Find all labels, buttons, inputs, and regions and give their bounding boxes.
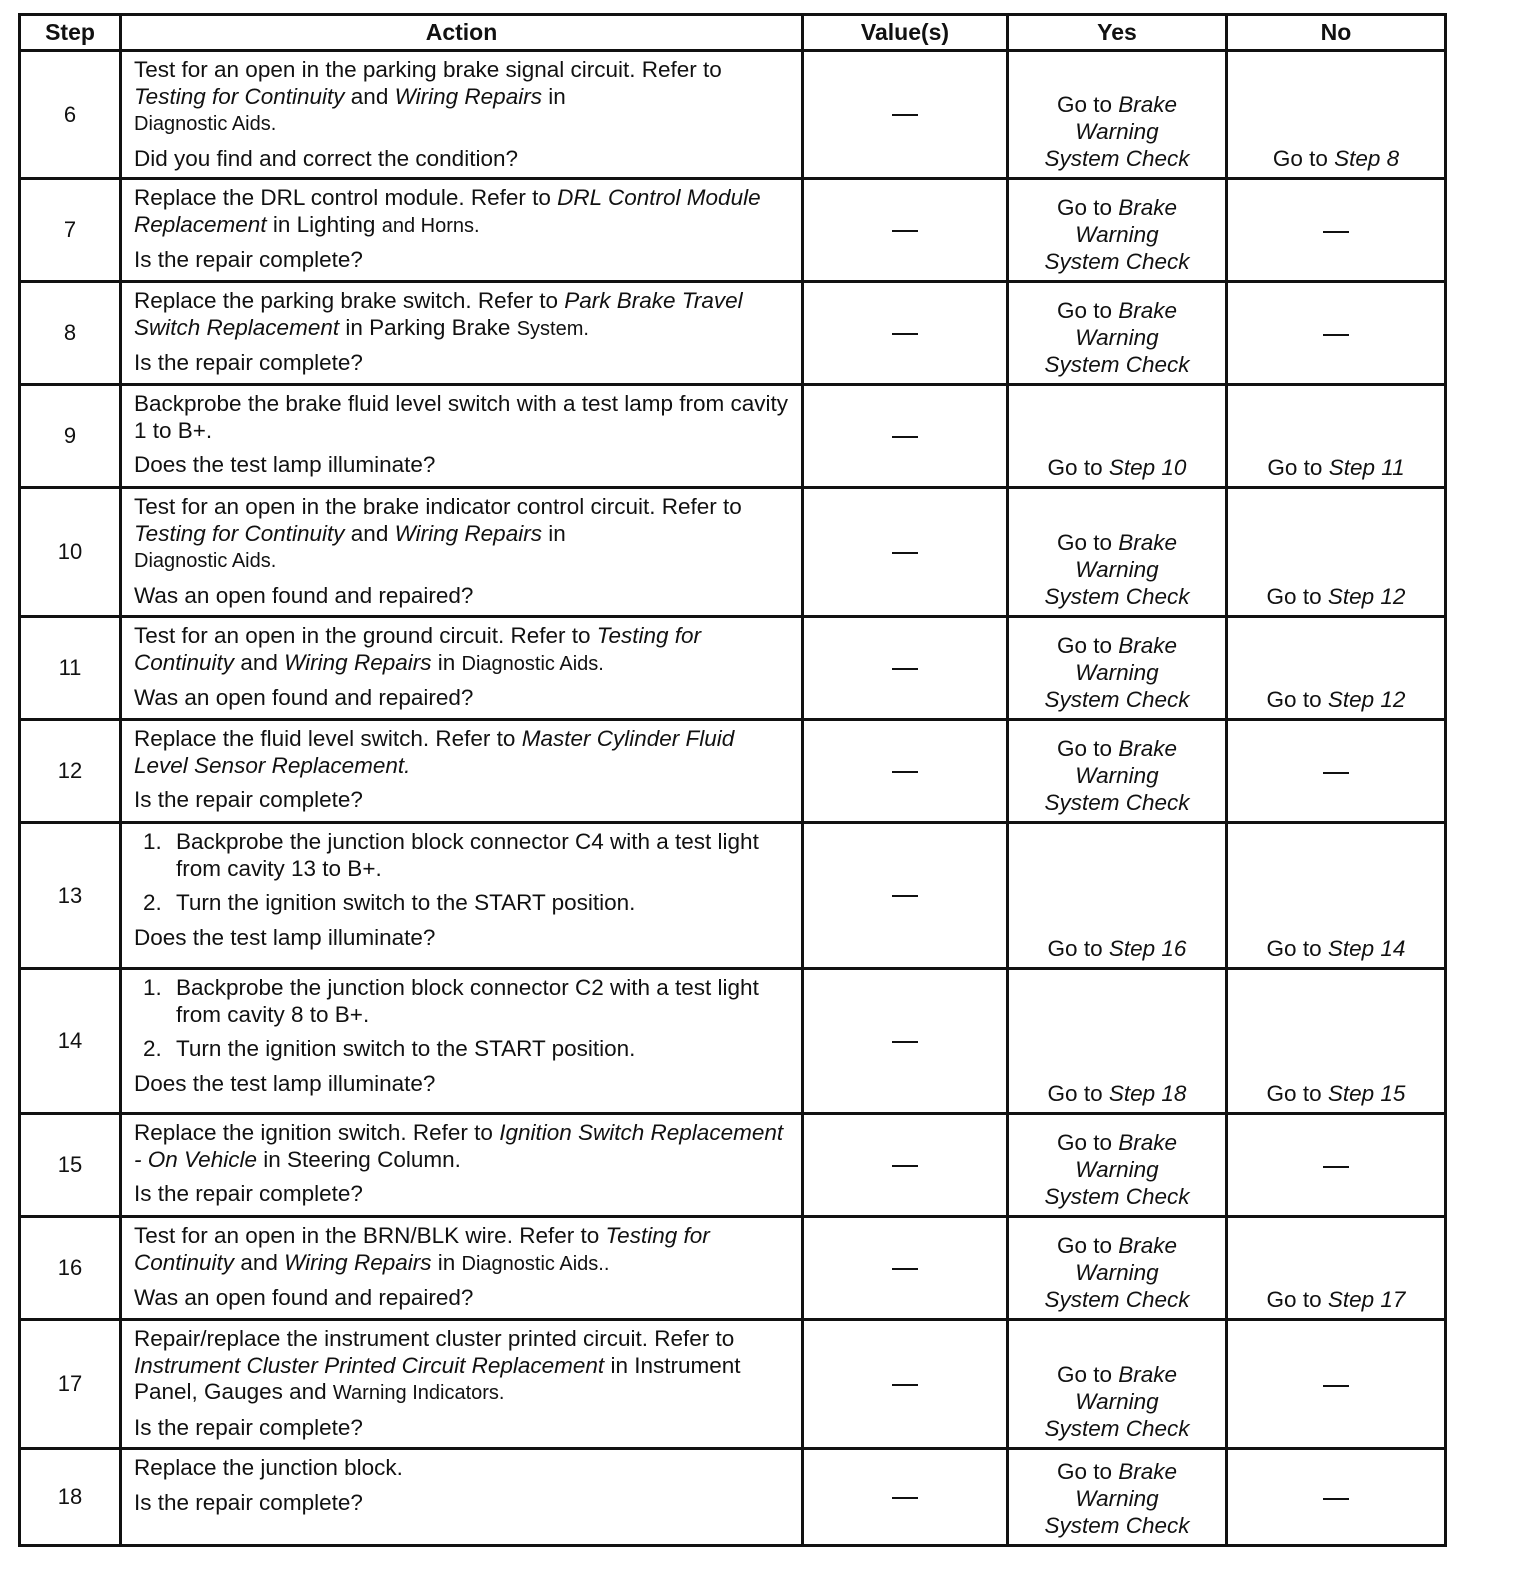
value-cell — [803, 617, 1008, 720]
action-cell — [121, 617, 803, 720]
action-steps-list — [134, 975, 791, 1063]
reference-link: Ignition Switch Replacement - On Vehicle — [134, 1120, 784, 1172]
no-step-number: 11 — [1381, 455, 1405, 480]
go-to-text: Go to — [1056, 530, 1112, 555]
action-cell — [121, 1449, 803, 1546]
reference-link: Master Cylinder Fluid Level Sensor Replacement. — [134, 726, 735, 778]
step-number: 9 — [20, 385, 121, 488]
brake-text: Brake — [1118, 1130, 1178, 1155]
action-sentence: Replace the DRL control module. Refer to — [134, 185, 551, 210]
step-number: 16 — [20, 1217, 121, 1320]
no-cell — [1227, 385, 1446, 488]
action-text — [134, 623, 791, 677]
reference-link: Wiring Repairs — [284, 1249, 432, 1275]
action-sentence: in — [548, 520, 566, 546]
yes-cell — [1008, 823, 1227, 969]
step-word: Step — [1108, 936, 1156, 961]
step-number: 13 — [20, 823, 121, 969]
action-cell — [121, 1320, 803, 1449]
reference-link: Testing for Continuity — [134, 83, 345, 109]
dash-mark — [892, 1384, 918, 1386]
action-sentence: Replace the fluid level switch. Refer to — [134, 726, 516, 751]
step-word: Step — [1334, 146, 1381, 171]
table-row-step-9 — [20, 385, 1446, 488]
action-text — [134, 1326, 791, 1407]
action-question: Did you find and correct the condition? — [134, 145, 518, 171]
go-to-text: Go to — [1266, 1081, 1322, 1106]
table-row-step-6 — [20, 51, 1446, 179]
step-word: Step — [1327, 584, 1375, 609]
no-cell — [1227, 179, 1446, 282]
table-row-step-11 — [20, 617, 1446, 720]
action-question: Was an open found and repaired? — [134, 685, 474, 710]
brake-text: Brake — [1118, 298, 1178, 323]
no-cell — [1227, 488, 1446, 617]
reference-link: Wiring Repairs — [394, 83, 542, 109]
action-sentence: in Steering Column. — [263, 1146, 461, 1172]
no-step-number: 12 — [1380, 687, 1406, 712]
yes-cell — [1008, 1114, 1227, 1217]
warning-text: Warning — [1075, 557, 1159, 582]
step-number: 17 — [20, 1320, 121, 1449]
warning-text: Warning — [1075, 1157, 1159, 1182]
action-question: Is the repair complete? — [134, 787, 363, 812]
table-row-step-10 — [20, 488, 1446, 617]
table-row-step-12 — [20, 720, 1446, 823]
yes-cell — [1008, 488, 1227, 617]
step-number: 11 — [20, 617, 121, 720]
action-question: Is the repair complete? — [134, 1181, 363, 1206]
action-sentence: Test for an open in the brake indicator control circuit. Refer to — [134, 494, 742, 519]
table-row-step-18 — [20, 1449, 1446, 1546]
reference-section: and Horns. — [381, 214, 480, 237]
action-text: Replace the junction block. — [134, 1455, 403, 1480]
go-to-text: Go to — [1056, 1130, 1112, 1155]
action-question: Is the repair complete? — [134, 1414, 363, 1440]
list-item: 1. Backprobe the junction block connector C2 with a test light from cavity 8 to B+. — [168, 975, 791, 1028]
yes-cell — [1008, 1449, 1227, 1546]
brake-text: Brake — [1118, 633, 1178, 658]
warning-text: Warning — [1075, 1389, 1159, 1414]
step-word: Step — [1327, 1287, 1375, 1312]
step-number: 7 — [20, 179, 121, 282]
action-sentence: Replace the ignition switch. Refer to — [134, 1120, 493, 1145]
no-step-number: 8 — [1386, 146, 1400, 171]
system-check-text: System Check — [1044, 352, 1190, 377]
no-step-number: 12 — [1380, 584, 1406, 609]
value-cell — [803, 385, 1008, 488]
warning-text: Warning — [1075, 222, 1159, 247]
reference-link: Testing for Continuity — [134, 520, 345, 546]
action-cell — [121, 282, 803, 385]
warning-text: Warning — [1075, 1486, 1159, 1511]
dash-mark — [892, 1041, 918, 1043]
value-cell — [803, 1114, 1008, 1217]
system-check-text: System Check — [1044, 1287, 1190, 1312]
go-to-text: Go to — [1056, 633, 1112, 658]
step-number: 15 — [20, 1114, 121, 1217]
dash-mark — [892, 230, 918, 232]
action-cell — [121, 488, 803, 617]
system-check-text: System Check — [1044, 1416, 1190, 1441]
dash-mark — [892, 333, 918, 335]
brake-text: Brake — [1118, 736, 1178, 761]
go-to-text: Go to — [1266, 584, 1322, 609]
value-cell — [803, 488, 1008, 617]
no-cell — [1227, 1320, 1446, 1449]
reference-link: Park Brake Travel Switch Replacement — [134, 288, 743, 340]
system-check-text: System Check — [1044, 1513, 1190, 1538]
header-values: Value(s) — [803, 15, 1008, 51]
system-check-text: System Check — [1044, 249, 1190, 274]
action-question: Is the repair complete? — [134, 1489, 363, 1515]
action-question: Is the repair complete? — [134, 350, 363, 375]
value-cell — [803, 282, 1008, 385]
no-step-number: 15 — [1380, 1081, 1406, 1106]
header-row — [20, 15, 1446, 51]
value-cell — [803, 969, 1008, 1114]
yes-cell — [1008, 1217, 1227, 1320]
go-to-text: Go to — [1266, 936, 1322, 961]
action-sentence: Test for an open in the ground circuit. Refer to — [134, 623, 591, 648]
value-cell — [803, 51, 1008, 179]
reference-link: Wiring Repairs — [284, 649, 432, 675]
go-to-text: Go to — [1056, 1233, 1112, 1258]
action-sentence: and — [350, 83, 389, 109]
header-no: No — [1227, 15, 1446, 51]
table-row-step-8 — [20, 282, 1446, 385]
action-sentence: and — [240, 1249, 278, 1275]
no-cell — [1227, 1217, 1446, 1320]
go-to-text: Go to — [1056, 195, 1112, 220]
go-to-text: Go to — [1272, 146, 1328, 171]
action-sentence: in Lighting — [272, 211, 376, 237]
go-to-text: Go to — [1056, 1459, 1112, 1484]
dash-mark — [892, 1497, 918, 1499]
table-row-step-14 — [20, 969, 1446, 1114]
action-cell — [121, 385, 803, 488]
step-number: 14 — [20, 969, 121, 1114]
value-cell — [803, 1217, 1008, 1320]
yes-cell — [1008, 1320, 1227, 1449]
warning-text: Warning — [1075, 660, 1159, 685]
action-question: Is the repair complete? — [134, 247, 363, 272]
warning-text: Warning — [1075, 1260, 1159, 1285]
diagnostic-table — [18, 13, 1447, 1547]
reference-link: Testing for Continuity — [134, 1223, 710, 1275]
action-steps-list — [134, 829, 791, 917]
step-number: 6 — [20, 51, 121, 179]
no-cell — [1227, 617, 1446, 720]
system-check-text: System Check — [1044, 1184, 1190, 1209]
table-row-step-15 — [20, 1114, 1446, 1217]
dash-mark — [1323, 1385, 1349, 1387]
list-item: 2. Turn the ignition switch to the START position. — [168, 1036, 791, 1063]
brake-text: Brake — [1118, 92, 1178, 117]
action-text — [134, 288, 791, 342]
step-number: 12 — [20, 720, 121, 823]
dash-mark — [892, 1165, 918, 1167]
action-cell — [121, 51, 803, 179]
list-item: 2. Turn the ignition switch to the START position. — [168, 890, 791, 917]
reference-link: Testing for Continuity — [134, 623, 702, 675]
value-cell — [803, 823, 1008, 969]
dash-mark — [892, 114, 918, 116]
reference-section: Diagnostic Aids. — [134, 550, 277, 572]
action-text: Backprobe the brake fluid level switch with a test lamp from cavity 1 to B+. — [134, 391, 789, 443]
action-sentence: Replace the parking brake switch. Refer to — [134, 288, 558, 313]
action-sentence: Repair/replace the instrument cluster printed circuit. Refer to — [134, 1326, 735, 1351]
action-sentence: and — [240, 649, 278, 675]
action-cell — [121, 1217, 803, 1320]
action-sentence: Test for an open in the BRN/BLK wire. Refer to — [134, 1223, 600, 1248]
action-question: Does the test lamp illuminate? — [134, 452, 436, 477]
action-sentence: in Instrument Panel, Gauges and — [134, 1352, 741, 1404]
value-cell — [803, 1449, 1008, 1546]
step-word: Step — [1327, 936, 1375, 961]
system-check-text: System Check — [1044, 584, 1190, 609]
go-to-text: Go to — [1056, 736, 1112, 761]
table-row-step-16 — [20, 1217, 1446, 1320]
reference-section: Diagnostic Aids.. — [461, 1252, 610, 1275]
dash-mark — [1323, 231, 1349, 233]
step-number: 18 — [20, 1449, 121, 1546]
header-action: Action — [121, 15, 803, 51]
value-cell — [803, 1320, 1008, 1449]
action-question: Does the test lamp illuminate? — [134, 924, 436, 950]
action-question: Was an open found and repaired? — [134, 1285, 474, 1310]
action-text — [134, 57, 791, 138]
reference-section: Diagnostic Aids. — [134, 113, 277, 135]
action-cell — [121, 969, 803, 1114]
step-word: Step — [1108, 1081, 1156, 1106]
go-to-text: Go to — [1047, 936, 1103, 961]
yes-cell — [1008, 617, 1227, 720]
go-to-text: Go to — [1267, 455, 1323, 480]
action-text — [134, 185, 791, 239]
dash-mark — [1323, 772, 1349, 774]
action-text — [134, 726, 791, 779]
brake-text: Brake — [1118, 1459, 1178, 1484]
table-row-step-7 — [20, 179, 1446, 282]
action-sentence: in — [437, 649, 456, 675]
no-step-number: 17 — [1380, 1287, 1406, 1312]
step-word: Step — [1327, 687, 1375, 712]
yes-cell — [1008, 720, 1227, 823]
brake-text: Brake — [1118, 195, 1178, 220]
go-to-text: Go to — [1047, 1081, 1103, 1106]
yes-cell — [1008, 385, 1227, 488]
go-to-text: Go to — [1047, 455, 1103, 480]
dash-mark — [892, 771, 918, 773]
dash-mark — [892, 1268, 918, 1270]
reference-section: System. — [516, 317, 589, 340]
warning-text: Warning — [1075, 763, 1159, 788]
action-text — [134, 1120, 791, 1173]
brake-text: Brake — [1118, 530, 1178, 555]
system-check-text: System Check — [1044, 687, 1190, 712]
dash-mark — [892, 895, 918, 897]
list-item: 1. Backprobe the junction block connector C4 with a test light from cavity 13 to B+. — [168, 829, 791, 882]
no-cell — [1227, 720, 1446, 823]
action-text — [134, 1223, 791, 1277]
dash-mark — [1323, 334, 1349, 336]
yes-cell — [1008, 969, 1227, 1114]
value-cell — [803, 720, 1008, 823]
system-check-text: System Check — [1044, 790, 1190, 815]
no-cell — [1227, 1114, 1446, 1217]
warning-text: Warning — [1075, 119, 1159, 144]
yes-cell — [1008, 282, 1227, 385]
action-sentence: in Parking Brake — [345, 314, 511, 340]
brake-text: Brake — [1118, 1362, 1178, 1387]
table-row-step-13 — [20, 823, 1446, 969]
no-cell — [1227, 823, 1446, 969]
value-cell — [803, 179, 1008, 282]
yes-step-number: 16 — [1161, 936, 1187, 961]
dash-mark — [1323, 1498, 1349, 1500]
no-step-number: 14 — [1380, 936, 1406, 961]
yes-cell — [1008, 179, 1227, 282]
step-number: 10 — [20, 488, 121, 617]
action-question: Was an open found and repaired? — [134, 582, 474, 608]
no-cell — [1227, 51, 1446, 179]
go-to-text: Go to — [1056, 298, 1112, 323]
action-sentence: Test for an open in the parking brake signal circuit. Refer to — [134, 57, 722, 82]
no-cell — [1227, 969, 1446, 1114]
action-sentence: and — [350, 520, 389, 546]
action-cell — [121, 823, 803, 969]
reference-section: Diagnostic Aids. — [461, 652, 604, 675]
reference-link: Wiring Repairs — [394, 520, 542, 546]
table-row-step-17 — [20, 1320, 1446, 1449]
action-cell — [121, 720, 803, 823]
go-to-text: Go to — [1266, 1287, 1322, 1312]
action-cell — [121, 179, 803, 282]
header-step: Step — [20, 15, 121, 51]
dash-mark — [892, 436, 918, 438]
step-number: 8 — [20, 282, 121, 385]
reference-link: DRL Control Module Replacement — [134, 185, 761, 237]
action-text — [134, 494, 791, 575]
dash-mark — [892, 668, 918, 670]
yes-step-number: 10 — [1161, 455, 1187, 480]
go-to-text: Go to — [1266, 687, 1322, 712]
action-sentence: in — [548, 83, 566, 109]
dash-mark — [1323, 1166, 1349, 1168]
header-yes: Yes — [1008, 15, 1227, 51]
yes-step-number: 18 — [1161, 1081, 1187, 1106]
brake-text: Brake — [1118, 1233, 1178, 1258]
reference-link: Instrument Cluster Printed Circuit Replacement — [134, 1352, 605, 1378]
action-cell — [121, 1114, 803, 1217]
go-to-text: Go to — [1056, 92, 1112, 117]
no-cell — [1227, 1449, 1446, 1546]
system-check-text: System Check — [1044, 146, 1190, 171]
warning-text: Warning — [1075, 325, 1159, 350]
no-cell — [1227, 282, 1446, 385]
step-word: Step — [1328, 455, 1375, 480]
step-word: Step — [1108, 455, 1156, 480]
dash-mark — [892, 552, 918, 554]
step-word: Step — [1327, 1081, 1375, 1106]
action-sentence: in — [437, 1249, 456, 1275]
action-question: Does the test lamp illuminate? — [134, 1070, 436, 1096]
reference-section: Warning Indicators. — [332, 1382, 505, 1404]
go-to-text: Go to — [1056, 1362, 1112, 1387]
yes-cell — [1008, 51, 1227, 179]
